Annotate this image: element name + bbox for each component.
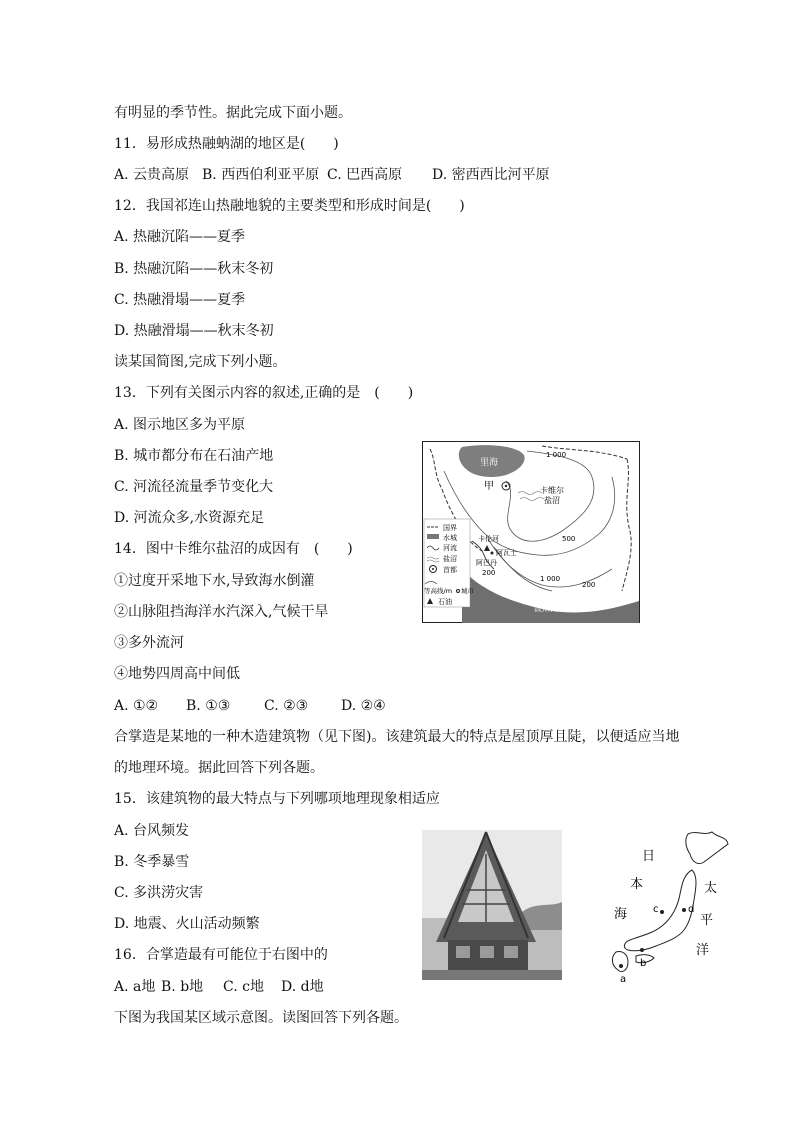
legend-oil: 石油 [438, 598, 452, 606]
legend-river: 河流 [443, 544, 457, 552]
question-15-option-a: A. 台风频发 [114, 823, 190, 839]
legend-border: 国界 [443, 524, 457, 532]
point-d-label: d [688, 904, 695, 915]
city-dot-ahvaz [491, 552, 494, 555]
legend-water: 水城 [443, 534, 457, 542]
question-14-item-4: ④地势四周高中间低 [114, 666, 240, 682]
question-14: 14．图中卡维尔盐沼的成因有 ( ) [114, 541, 353, 557]
salt-marsh-label: 盐沼 [544, 496, 560, 505]
point-c-marker [660, 910, 664, 914]
question-14-item-3: ③多外流河 [114, 635, 184, 651]
question-14-options [114, 697, 386, 715]
question-13: 13．下列有关图示内容的叙述,正确的是 ( ) [114, 385, 414, 401]
question-13-option-d: D. 河流众多,水资源充足 [114, 510, 265, 526]
intro-15-line-2: 的地理环境。据此回答下列各题。 [114, 760, 324, 776]
karun-label: 卡伦河 [478, 535, 499, 543]
abadan-label: 阿巴丹 [476, 559, 497, 567]
option-a: A. 云贵高原 [114, 167, 190, 183]
contour-label-1000-south: 1 000 [540, 575, 561, 583]
point-c-label: c [653, 904, 659, 915]
contour-label-500: 500 [562, 535, 576, 543]
contour-label-200-west: 200 [482, 569, 496, 577]
sea-of-japan-label-ben: 本 [630, 877, 644, 892]
question-16-options [114, 978, 324, 996]
legend-city: 城市 [461, 587, 474, 595]
option-c: C. c地 [223, 979, 264, 995]
pacific-label-ping: 平 [700, 913, 714, 928]
sea-of-japan-label-ri: 日 [642, 849, 656, 864]
question-16: 16．合掌造最有可能位于右图中的 [114, 947, 328, 963]
question-13-option-c: C. 河流径流量季节变化大 [114, 479, 274, 495]
question-13-option-a: A. 图示地区多为平原 [114, 417, 246, 433]
capital-label-jia: 甲 [484, 481, 494, 492]
option-d: D. d地 [281, 979, 324, 995]
option-a: A. ①② [114, 698, 159, 714]
intro-13: 读某国简图,完成下列小题。 [114, 354, 287, 370]
persian-gulf-label: 波斯湾 [534, 604, 558, 613]
kavir-label: 卡维尔 [540, 486, 564, 495]
caspian-label: 里海 [480, 458, 499, 468]
question-12-option-d: D. 热融滑塌——秋末冬初 [114, 323, 274, 339]
japan-map [600, 826, 732, 991]
gassho-house-photo [422, 830, 562, 980]
question-11-options [114, 166, 550, 184]
question-12-option-a: A. 热融沉陷——夏季 [114, 229, 246, 245]
point-b-label: b [640, 958, 647, 969]
intro-15-line-1: 合掌造是某地的一种木造建筑物（见下图)。该建筑最大的特点是屋顶厚且陡，以便适应当地 [114, 729, 680, 745]
hokkaido [686, 832, 728, 864]
option-b: B. b地 [161, 979, 204, 995]
option-c: C. ②③ [264, 698, 309, 714]
pacific-label-tai: 太 [704, 881, 718, 896]
pacific-label-yang: 洋 [696, 943, 710, 958]
option-a: A. a地 [114, 979, 156, 995]
contour-label-200-east: 200 [582, 581, 596, 589]
option-d: D. 密西西比河平原 [432, 167, 550, 183]
question-15-option-b: B. 冬季暴雪 [114, 854, 190, 870]
contour-label-1000-top: 1 000 [546, 451, 567, 459]
question-11: 11．易形成热融蚋湖的地区是( ) [114, 136, 339, 152]
sea-of-japan-label-hai: 海 [614, 907, 628, 922]
question-12-option-c: C. 热融滑塌——夏季 [114, 292, 246, 308]
question-15-option-c: C. 多洪涝灾害 [114, 885, 204, 901]
question-12: 12．我国祁连山热融地貌的主要类型和形成时间是( ) [114, 198, 465, 214]
question-13-option-b: B. 城市都分布在石油产地 [114, 448, 274, 464]
question-15-option-d: D. 地震、火山活动频繁 [114, 916, 260, 932]
option-c: C. 巴西高原 [327, 167, 403, 183]
question-15: 15．该建筑物的最大特点与下列哪项地理现象相适应 [114, 791, 440, 807]
kyushu [612, 951, 628, 971]
point-a-label: a [620, 974, 627, 985]
legend-salt-marsh: 盐沼 [443, 555, 457, 563]
ahvaz-label: 阿瓦士 [496, 549, 517, 557]
legend-capital: 首都 [443, 566, 457, 574]
legend-contour: 等高线/m [424, 587, 453, 595]
question-12-option-b: B. 热融沉陷——秋末冬初 [114, 261, 274, 277]
option-b: B. 西西伯利亚平原 [202, 167, 320, 183]
point-b-marker [640, 948, 644, 952]
point-a-marker [619, 964, 623, 968]
option-d: D. ②④ [341, 698, 386, 714]
option-b: B. ①③ [186, 698, 231, 714]
capital-dot [505, 485, 507, 487]
intro-17: 下图为我国某区域示意图。读图回答下列各题。 [114, 1010, 408, 1026]
legend [424, 519, 475, 607]
question-14-item-2: ②山脉阻挡海洋水汽深入,气候干旱 [114, 604, 329, 620]
question-14-item-1: ①过度开采地下水,导致海水倒灌 [114, 573, 315, 589]
point-d-marker [682, 908, 686, 912]
iran-map [422, 441, 640, 623]
intro-line: 有明显的季节性。据此完成下面小题。 [114, 105, 352, 121]
